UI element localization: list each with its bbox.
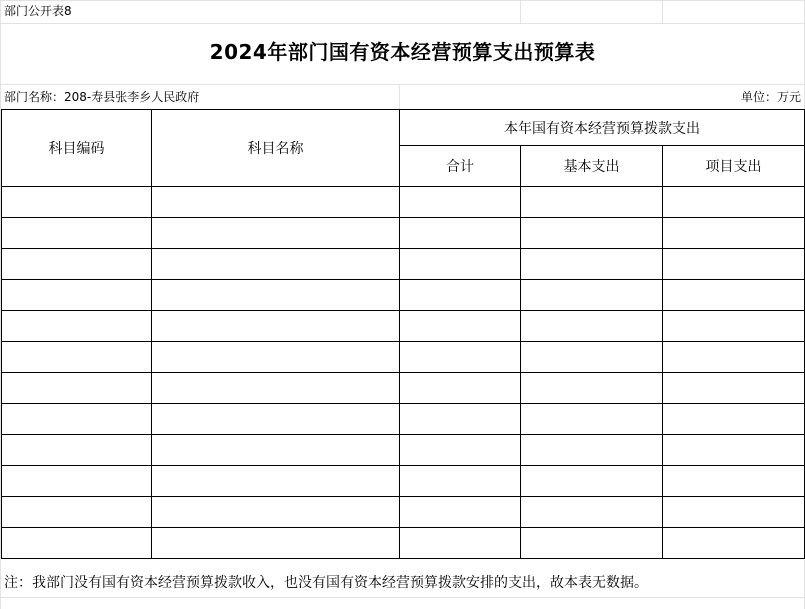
sheet-gridline — [0, 597, 805, 598]
header-row-1 — [2, 110, 805, 146]
cell-total — [400, 373, 521, 404]
cell-total — [400, 528, 521, 559]
table-row — [2, 497, 805, 528]
cell-name — [152, 280, 400, 311]
cell-code — [2, 311, 152, 342]
cell-name — [152, 466, 400, 497]
cell-code — [2, 249, 152, 280]
cell-basic — [521, 280, 663, 311]
cell-name — [152, 528, 400, 559]
table-row — [2, 373, 805, 404]
cell-code — [2, 187, 152, 218]
cell-basic — [521, 435, 663, 466]
sheet-gridline — [399, 84, 400, 109]
table-row — [2, 435, 805, 466]
table-row — [2, 249, 805, 280]
cell-basic — [521, 466, 663, 497]
cell-project — [663, 373, 805, 404]
cell-total — [400, 404, 521, 435]
cell-total — [400, 249, 521, 280]
column-header-total: 合计 — [400, 146, 521, 187]
cell-code — [2, 218, 152, 249]
sheet-gridline — [0, 23, 805, 24]
cell-name — [152, 311, 400, 342]
cell-code — [2, 528, 152, 559]
sheet-gridline — [0, 0, 805, 1]
cell-code — [2, 373, 152, 404]
cell-name — [152, 497, 400, 528]
column-header-name: 科目名称 — [152, 110, 400, 187]
cell-project — [663, 187, 805, 218]
cell-name — [152, 435, 400, 466]
cell-basic — [521, 342, 663, 373]
cell-project — [663, 404, 805, 435]
cell-name — [152, 218, 400, 249]
table-row — [2, 528, 805, 559]
cell-basic — [521, 373, 663, 404]
unit-label: 单位：万元 — [740, 90, 801, 104]
cell-total — [400, 311, 521, 342]
sheet-gridline — [520, 0, 521, 23]
cell-basic — [521, 187, 663, 218]
column-header-project: 项目支出 — [663, 146, 805, 187]
cell-total — [400, 466, 521, 497]
budget-table — [1, 109, 805, 559]
department-name: 部门名称：208-寿县张李乡人民政府 — [4, 90, 200, 104]
cell-code — [2, 404, 152, 435]
cell-code — [2, 280, 152, 311]
table-row — [2, 311, 805, 342]
cell-name — [152, 373, 400, 404]
cell-total — [400, 218, 521, 249]
cell-project — [663, 280, 805, 311]
column-header-code: 科目编码 — [2, 110, 152, 187]
cell-code — [2, 466, 152, 497]
cell-project — [663, 249, 805, 280]
table-row — [2, 342, 805, 373]
cell-name — [152, 187, 400, 218]
cell-project — [663, 435, 805, 466]
cell-name — [152, 342, 400, 373]
cell-total — [400, 280, 521, 311]
cell-project — [663, 311, 805, 342]
cell-project — [663, 528, 805, 559]
cell-basic — [521, 528, 663, 559]
page-title: 2024年部门国有资本经营预算支出预算表 — [209, 40, 596, 64]
cell-project — [663, 218, 805, 249]
cell-basic — [521, 404, 663, 435]
cell-code — [2, 342, 152, 373]
cell-basic — [521, 311, 663, 342]
cell-project — [663, 497, 805, 528]
cell-code — [2, 435, 152, 466]
sheet-gridline — [0, 84, 805, 85]
cell-total — [400, 497, 521, 528]
cell-basic — [521, 497, 663, 528]
cell-project — [663, 466, 805, 497]
cell-total — [400, 187, 521, 218]
cell-name — [152, 249, 400, 280]
cell-basic — [521, 249, 663, 280]
cell-total — [400, 435, 521, 466]
column-group-header: 本年国有资本经营预算拨款支出 — [400, 110, 805, 146]
table-row — [2, 280, 805, 311]
column-header-basic: 基本支出 — [521, 146, 663, 187]
cell-code — [2, 497, 152, 528]
cell-project — [663, 342, 805, 373]
table-row — [2, 218, 805, 249]
table-row — [2, 404, 805, 435]
cell-basic — [521, 218, 663, 249]
footnote: 注：我部门没有国有资本经营预算拨款收入，也没有国有资本经营预算拨款安排的支出，故本表无数据。 — [4, 575, 648, 591]
cell-name — [152, 404, 400, 435]
cell-total — [400, 342, 521, 373]
table-number-label: 部门公开表8 — [4, 4, 72, 18]
table-row — [2, 187, 805, 218]
table-row — [2, 466, 805, 497]
sheet-gridline — [662, 0, 663, 23]
